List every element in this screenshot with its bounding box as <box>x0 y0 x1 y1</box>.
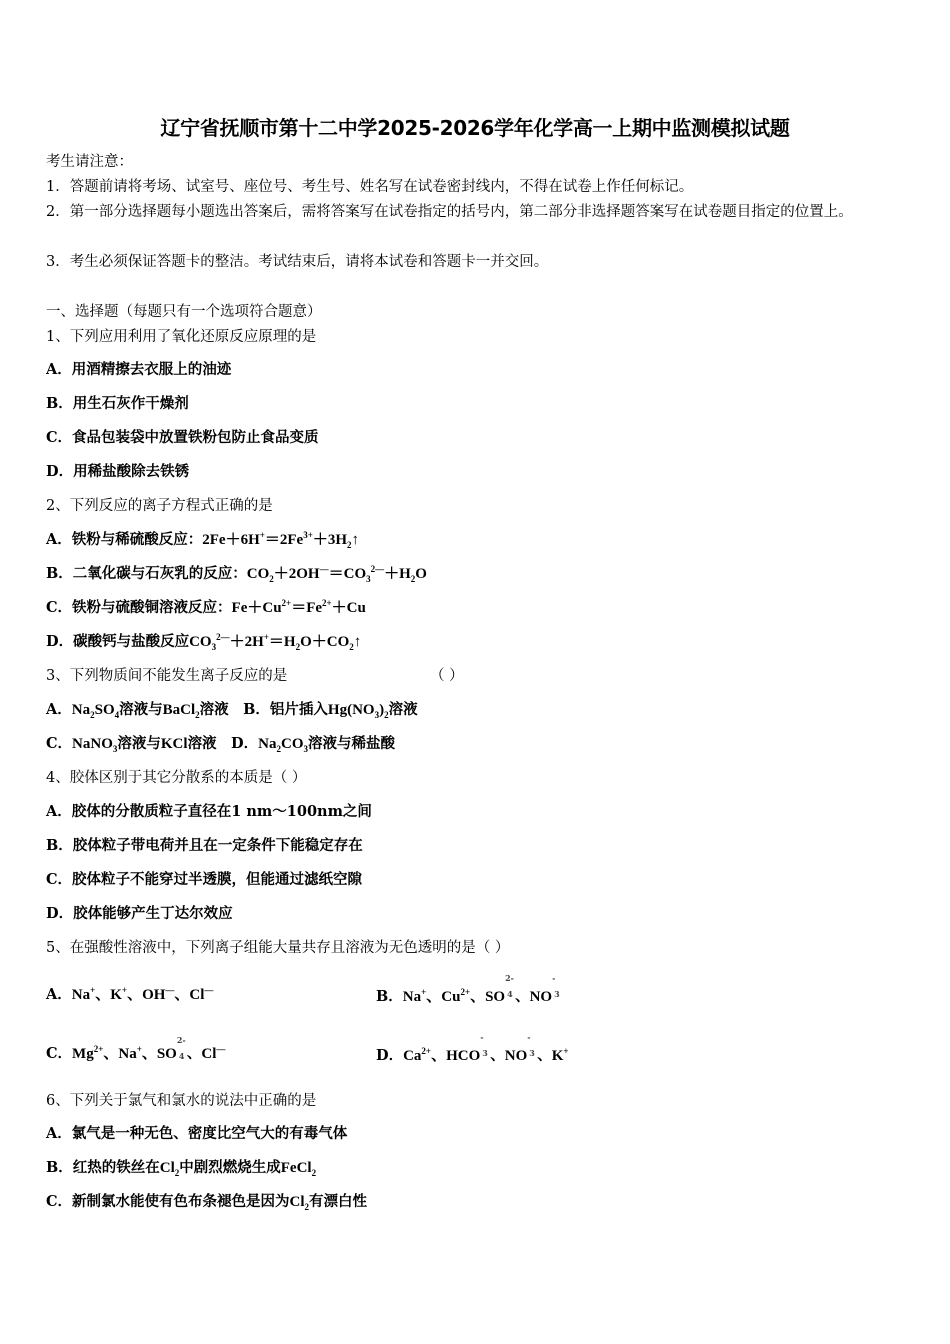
option-c-tail: 有漂白性 <box>309 1193 368 1210</box>
question-5-stem: 5、在强酸性溶液中，下列离子组能大量共存且溶液为无色透明的是（ ） <box>46 940 510 956</box>
question-6-option-b[interactable]: B．红热的铁丝在$Cl_2$中剧烈燃烧生成FeCl$_2$ <box>46 1159 317 1178</box>
notice-item-2: 2．第一部分选择题每小题选出答案后，需将答案写在试卷指定的括号内，第二部分非选择题答案写在试卷题目指定的位置上。 <box>46 204 853 220</box>
option-b-label: B．二氧化碳与石灰乳的反应： <box>46 565 247 582</box>
question-2-stem: 2、下列反应的离子方程式正确的是 <box>46 498 273 514</box>
equation-d: $CO_3^{2—}+2H^+=H_2O+CO_2↑$ <box>189 632 362 652</box>
question-5-option-b[interactable]: B．Na+、$Cu^{2+}$、SO 2- 4 、NO - 3 <box>376 973 560 1005</box>
question-4-option-b[interactable]: B．胶体粒子带电荷并且在一定条件下能稳定存在 <box>46 837 363 854</box>
question-5-option-a[interactable]: A．Na+、K+、OH—、Cl— <box>46 985 214 1003</box>
equation-c: $Fe+Cu^{2+}=Fe^{2+}+Cu$ <box>231 598 366 616</box>
question-3-options-ab[interactable]: A．$Na_2SO_4$溶液与BaCl$_2$溶液 B．铝片插入$Hg(NO_3)_2$溶液 <box>46 701 418 720</box>
question-2-option-c[interactable] <box>46 598 366 618</box>
equation-a: $2Fe+6H^+=2Fe^{3+}+3H_2↑$ <box>202 530 360 550</box>
question-2-option-b[interactable] <box>46 564 427 584</box>
page-title: 辽宁省抚顺市第十二中学2025-2026学年化学高一上期中监测模拟试题 <box>160 116 790 140</box>
notice-item-1: 1．答题前请将考场、试室号、座位号、考生号、姓名写在试卷密封线内，不得在试卷上作任何标记。 <box>46 179 694 195</box>
question-4-option-a[interactable]: A．胶体的分散质粒子直径在1 nm～100nm之间 <box>46 803 372 820</box>
option-c-label: C．新制氯水能使有色布条褪色是因为 <box>46 1193 290 1210</box>
question-5-option-d[interactable]: D．$Ca^{2+}$、HCO - 3 、NO - 3 、K+ <box>376 1032 569 1064</box>
answer-paren: （ ） <box>430 668 464 684</box>
question-6-option-a[interactable]: A．氯气是一种无色、密度比空气大的有毒气体 <box>46 1125 348 1142</box>
question-1-option-d[interactable]: D．用稀盐酸除去铁锈 <box>46 463 190 480</box>
option-c-label: C．铁粉与硫酸铜溶液反应： <box>46 599 232 616</box>
question-4-option-c[interactable]: C．胶体粒子不能穿过半透膜，但能通过滤纸空隙 <box>46 871 363 888</box>
question-1-stem: 1、下列应用利用了氧化还原反应原理的是 <box>46 329 317 345</box>
question-1-option-a[interactable]: A．用酒精擦去衣服上的油迹 <box>46 361 232 378</box>
option-d-label: D．碳酸钙与盐酸反应 <box>46 633 190 650</box>
question-6-stem: 6、下列关于氯气和氯水的说法中正确的是 <box>46 1093 317 1109</box>
notice-header: 考生请注意： <box>46 154 133 170</box>
question-4-option-d[interactable]: D．胶体能够产生丁达尔效应 <box>46 905 233 922</box>
question-3-options-cd[interactable]: C．NaNO$_3$溶液与KCl溶液 D．$Na_2CO_3$溶液与稀盐酸 <box>46 735 395 754</box>
question-1-option-b[interactable]: B．用生石灰作干燥剂 <box>46 395 189 412</box>
notice-item-3: 3．考生必须保证答题卡的整洁。考试结束后，请将本试卷和答题卡一并交回。 <box>46 254 549 270</box>
question-3-stem: 3、下列物质间不能发生离子反应的是 <box>46 668 288 684</box>
option-a-label: A．铁粉与稀硫酸反应： <box>46 531 203 548</box>
question-2-option-d[interactable] <box>46 632 361 652</box>
question-6-option-c[interactable]: C．新制氯水能使有色布条褪色是因为$Cl_2$有漂白性 <box>46 1193 368 1212</box>
section-heading: 一、选择题（每题只有一个选项符合题意） <box>46 304 322 320</box>
question-1-option-c[interactable]: C．食品包装袋中放置铁粉包防止食品变质 <box>46 429 319 446</box>
equation-b: $CO_2+2OH^—=CO_3^{2—}+H_2O$ <box>246 564 427 584</box>
question-2-option-a[interactable] <box>46 530 359 550</box>
question-5-option-c[interactable]: C．$Mg^{2+}$、Na+、SO 2- 4 、Cl— <box>46 1035 226 1062</box>
question-4-stem: 4、胶体区别于其它分散系的本质是（ ） <box>46 770 307 786</box>
